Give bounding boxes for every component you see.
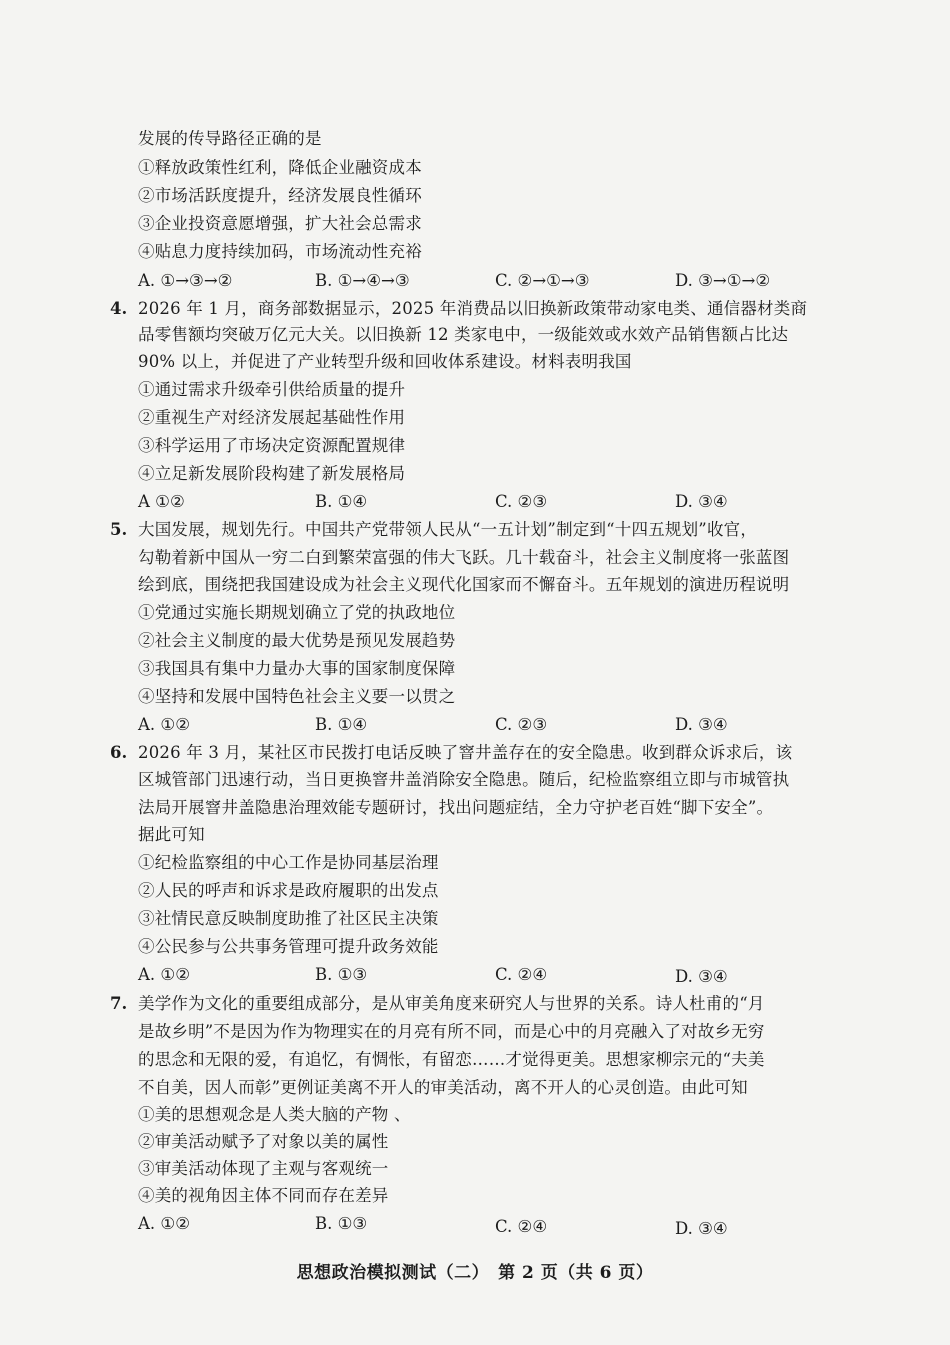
option-d: D. ③④	[675, 715, 728, 734]
question-stem-line: 大国发展，规划先行。中国共产党带领人民从“一五计划”制定到“十四五规划”收官，	[138, 520, 758, 539]
question-stem-line: 2026 年 3 月，某社区市民拨打电话反映了窨井盖存在的安全隐患。收到群众诉求后，该	[138, 743, 793, 762]
question-number: 5.	[110, 520, 128, 539]
option-b: B. ①④	[315, 715, 368, 734]
question-number: 6.	[110, 743, 128, 762]
statement-2: ②市场活跃度提升，经济发展良性循环	[138, 186, 422, 205]
question-stem-line: 区城管部门迅速行动，当日更换窨井盖消除安全隐患。随后，纪检监察组立即与市城管执	[138, 770, 790, 789]
option-b: B. ①→④→③	[315, 271, 410, 290]
question-stem-line: 勾勒着新中国从一穷二白到繁荣富强的伟大飞跃。几十载奋斗，社会主义制度将一张蓝图	[138, 548, 790, 567]
option-d: D. ③④	[675, 492, 728, 511]
question-stem-line: 绘到底，围绕把我国建设成为社会主义现代化国家而不懈奋斗。五年规划的演进历程说明	[138, 575, 790, 594]
option-b: B. ①③	[315, 965, 368, 984]
option-c: C. ②④	[495, 965, 548, 984]
statement-1: ①美的思想观念是人类大脑的产物 、	[138, 1105, 411, 1124]
statement-1: ①通过需求升级牵引供给质量的提升	[138, 380, 406, 399]
statement-4: ④贴息力度持续加码，市场流动性充裕	[138, 242, 422, 261]
statement-1: ①纪检监察组的中心工作是协同基层治理	[138, 853, 439, 872]
statement-4: ④美的视角因主体不同而存在差异	[138, 1186, 389, 1205]
option-a: A. ①②	[138, 965, 190, 984]
question-number: 4.	[110, 299, 128, 318]
option-c: C. ②④	[495, 1217, 548, 1236]
statement-2: ②社会主义制度的最大优势是预见发展趋势	[138, 631, 456, 650]
option-b: B. ①④	[315, 492, 368, 511]
statement-3: ③我国具有集中力量办大事的国家制度保障	[138, 659, 456, 678]
question-number: 7.	[110, 994, 128, 1013]
statement-1: ①党通过实施长期规划确立了党的执政地位	[138, 603, 456, 622]
question-stem-line: 美学作为文化的重要组成部分，是从审美角度来研究人与世界的关系。诗人杜甫的“月	[138, 994, 765, 1013]
question-stem-line: 2026 年 1 月，商务部数据显示，2025 年消费品以旧换新政策带动家电类、通信器材类商	[138, 299, 808, 318]
question-stem-line: 的思念和无限的爱，有追忆，有惆怅，有留恋……才觉得更美。思想家柳宗元的“夫美	[138, 1050, 765, 1069]
option-a: A. ①→③→②	[138, 271, 233, 290]
statement-1: ①释放政策性红利，降低企业融资成本	[138, 158, 422, 177]
question-stem-line: 法局开展窨井盖隐患治理效能专题研讨，找出问题症结，全力守护老百姓“脚下安全”。	[138, 798, 774, 817]
question-stem-line: 品零售额均突破万亿元大关。以旧换新 12 类家电中，一级能效或水效产品销售额占比达	[138, 325, 789, 344]
statement-3: ③企业投资意愿增强，扩大社会总需求	[138, 214, 422, 233]
question-stem-line: 90% 以上，并促进了产业转型升级和回收体系建设。材料表明我国	[138, 352, 632, 371]
statement-2: ②重视生产对经济发展起基础性作用	[138, 408, 406, 427]
option-d: D. ③④	[675, 1219, 728, 1238]
option-b: B. ①③	[315, 1214, 368, 1233]
statement-4: ④坚持和发展中国特色社会主义要一以贯之	[138, 687, 456, 706]
option-c: C. ②③	[495, 492, 548, 511]
option-d: D. ③→①→②	[675, 271, 771, 290]
question-stem-line: 发展的传导路径正确的是	[138, 129, 322, 148]
question-stem-line: 不自美，因人而彰”更例证美离不开人的审美活动，离不开人的心灵创造。由此可知	[138, 1078, 748, 1097]
question-stem-line: 是故乡明”不是因为作为物理实在的月亮有所不同，而是心中的月亮融入了对故乡无穷	[138, 1022, 765, 1041]
option-c: C. ②→①→③	[495, 271, 590, 290]
statement-3: ③社情民意反映制度助推了社区民主决策	[138, 909, 439, 928]
option-a: A. ①②	[138, 715, 190, 734]
statement-3: ③科学运用了市场决定资源配置规律	[138, 436, 406, 455]
option-d: D. ③④	[675, 967, 728, 986]
statement-2: ②人民的呼声和诉求是政府履职的出发点	[138, 881, 439, 900]
option-a: A. ①②	[138, 1214, 190, 1233]
statement-4: ④立足新发展阶段构建了新发展格局	[138, 464, 406, 483]
statement-4: ④公民参与公共事务管理可提升政务效能	[138, 937, 439, 956]
statement-2: ②审美活动赋予了对象以美的属性	[138, 1132, 389, 1151]
page-footer: 思想政治模拟测试（二） 第 2 页（共 6 页）	[296, 1263, 654, 1283]
question-stem-line: 据此可知	[138, 825, 205, 844]
option-c: C. ②③	[495, 715, 548, 734]
option-a: A ①②	[138, 492, 185, 511]
statement-3: ③审美活动体现了主观与客观统一	[138, 1159, 389, 1178]
